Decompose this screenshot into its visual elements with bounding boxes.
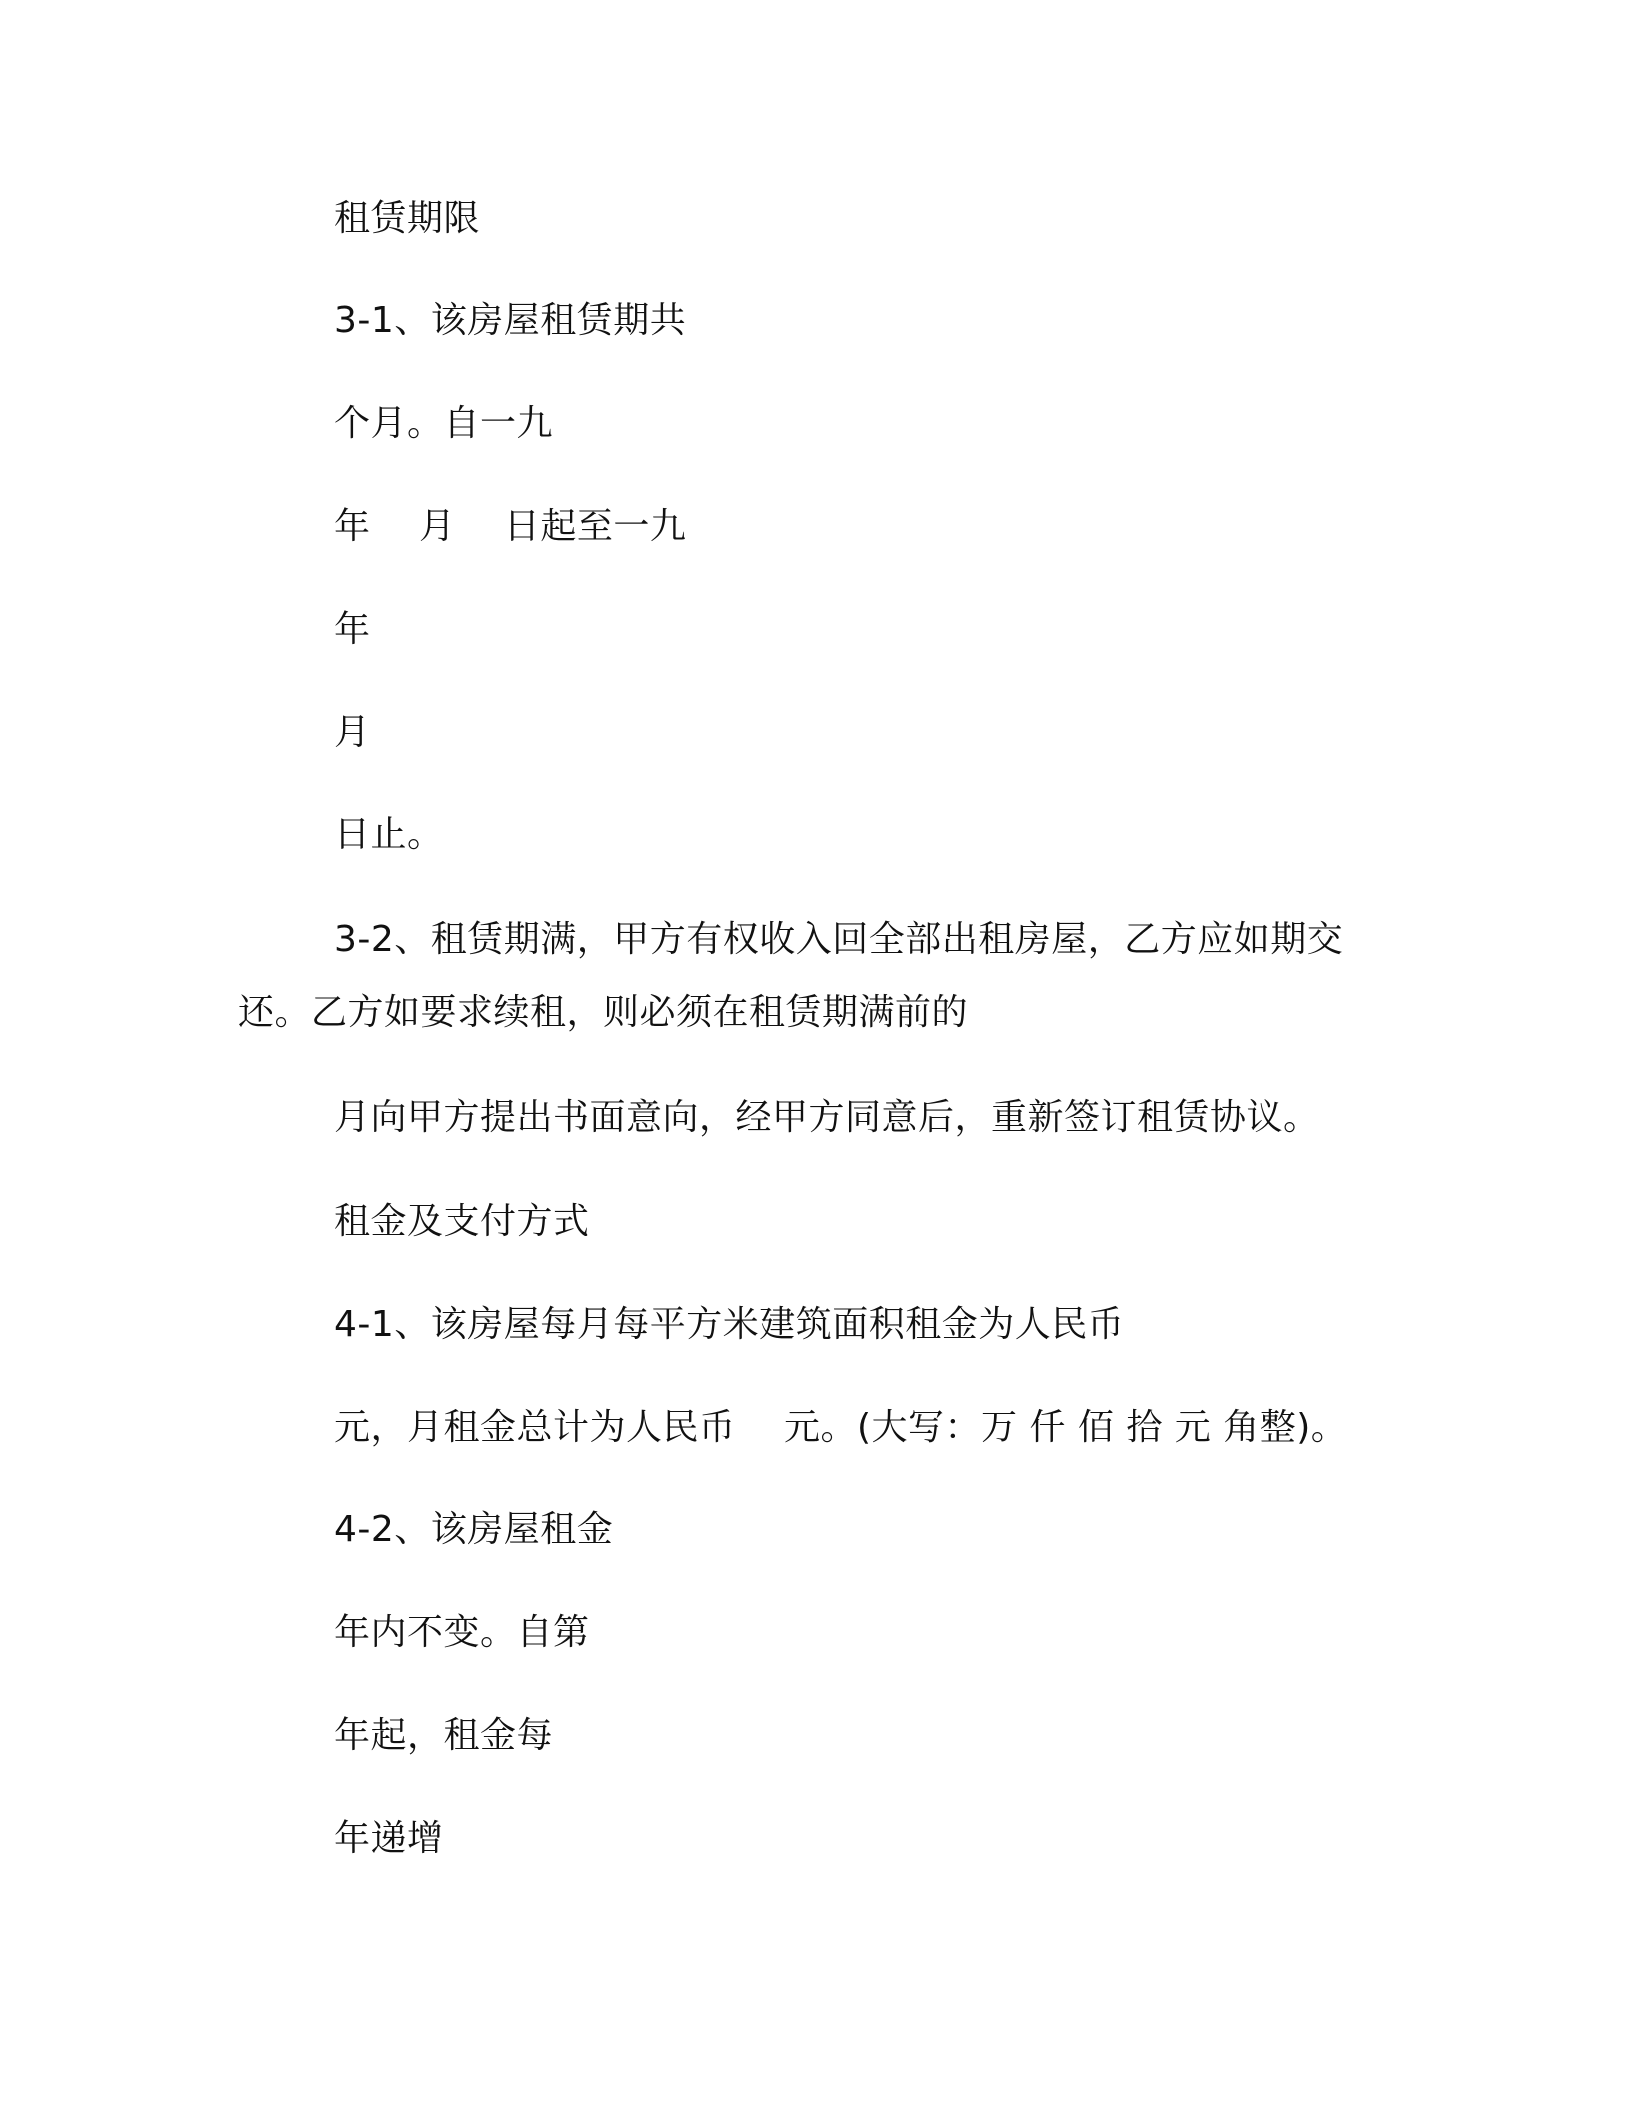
- clause-4-2-line-4: 年递增: [334, 1818, 444, 1859]
- clause-3-1-year-line: 年: [334, 609, 371, 650]
- clause-4-1-line-2: 元，月租金总计为人民币 元。(大写：万 仟 佰 拾 元 角整)。: [334, 1407, 1348, 1448]
- clause-4-2-line-1: 4-2、该房屋租金: [334, 1509, 614, 1550]
- clause-4-1-line-1: 4-1、该房屋每月每平方米建筑面积租金为人民币: [334, 1304, 1125, 1345]
- clause-4-2-line-3: 年起，租金每: [334, 1715, 554, 1756]
- clause-3-1-line: 3-1、该房屋租赁期共: [334, 300, 687, 341]
- clause-3-2-line-2: 还。乙方如要求续租，则必须在租赁期满前的: [238, 992, 969, 1033]
- clause-3-1-end-line: 日止。: [334, 814, 444, 855]
- clause-4-2-line-2: 年内不变。自第: [334, 1612, 590, 1653]
- section-heading-rent-payment: 租金及支付方式: [334, 1201, 590, 1242]
- section-heading-lease-term: 租赁期限: [334, 198, 481, 239]
- clause-3-1-months-line: 个月。自一九: [334, 403, 554, 444]
- clause-3-1-start-date-line: 年 月 日起至一九: [334, 506, 687, 547]
- clause-3-2-line-1: 3-2、租赁期满，甲方有权收入回全部出租房屋，乙方应如期交: [334, 919, 1344, 960]
- clause-3-2-line-3: 月向甲方提出书面意向，经甲方同意后，重新签订租赁协议。: [334, 1097, 1320, 1138]
- clause-3-1-month-line: 月: [334, 712, 371, 753]
